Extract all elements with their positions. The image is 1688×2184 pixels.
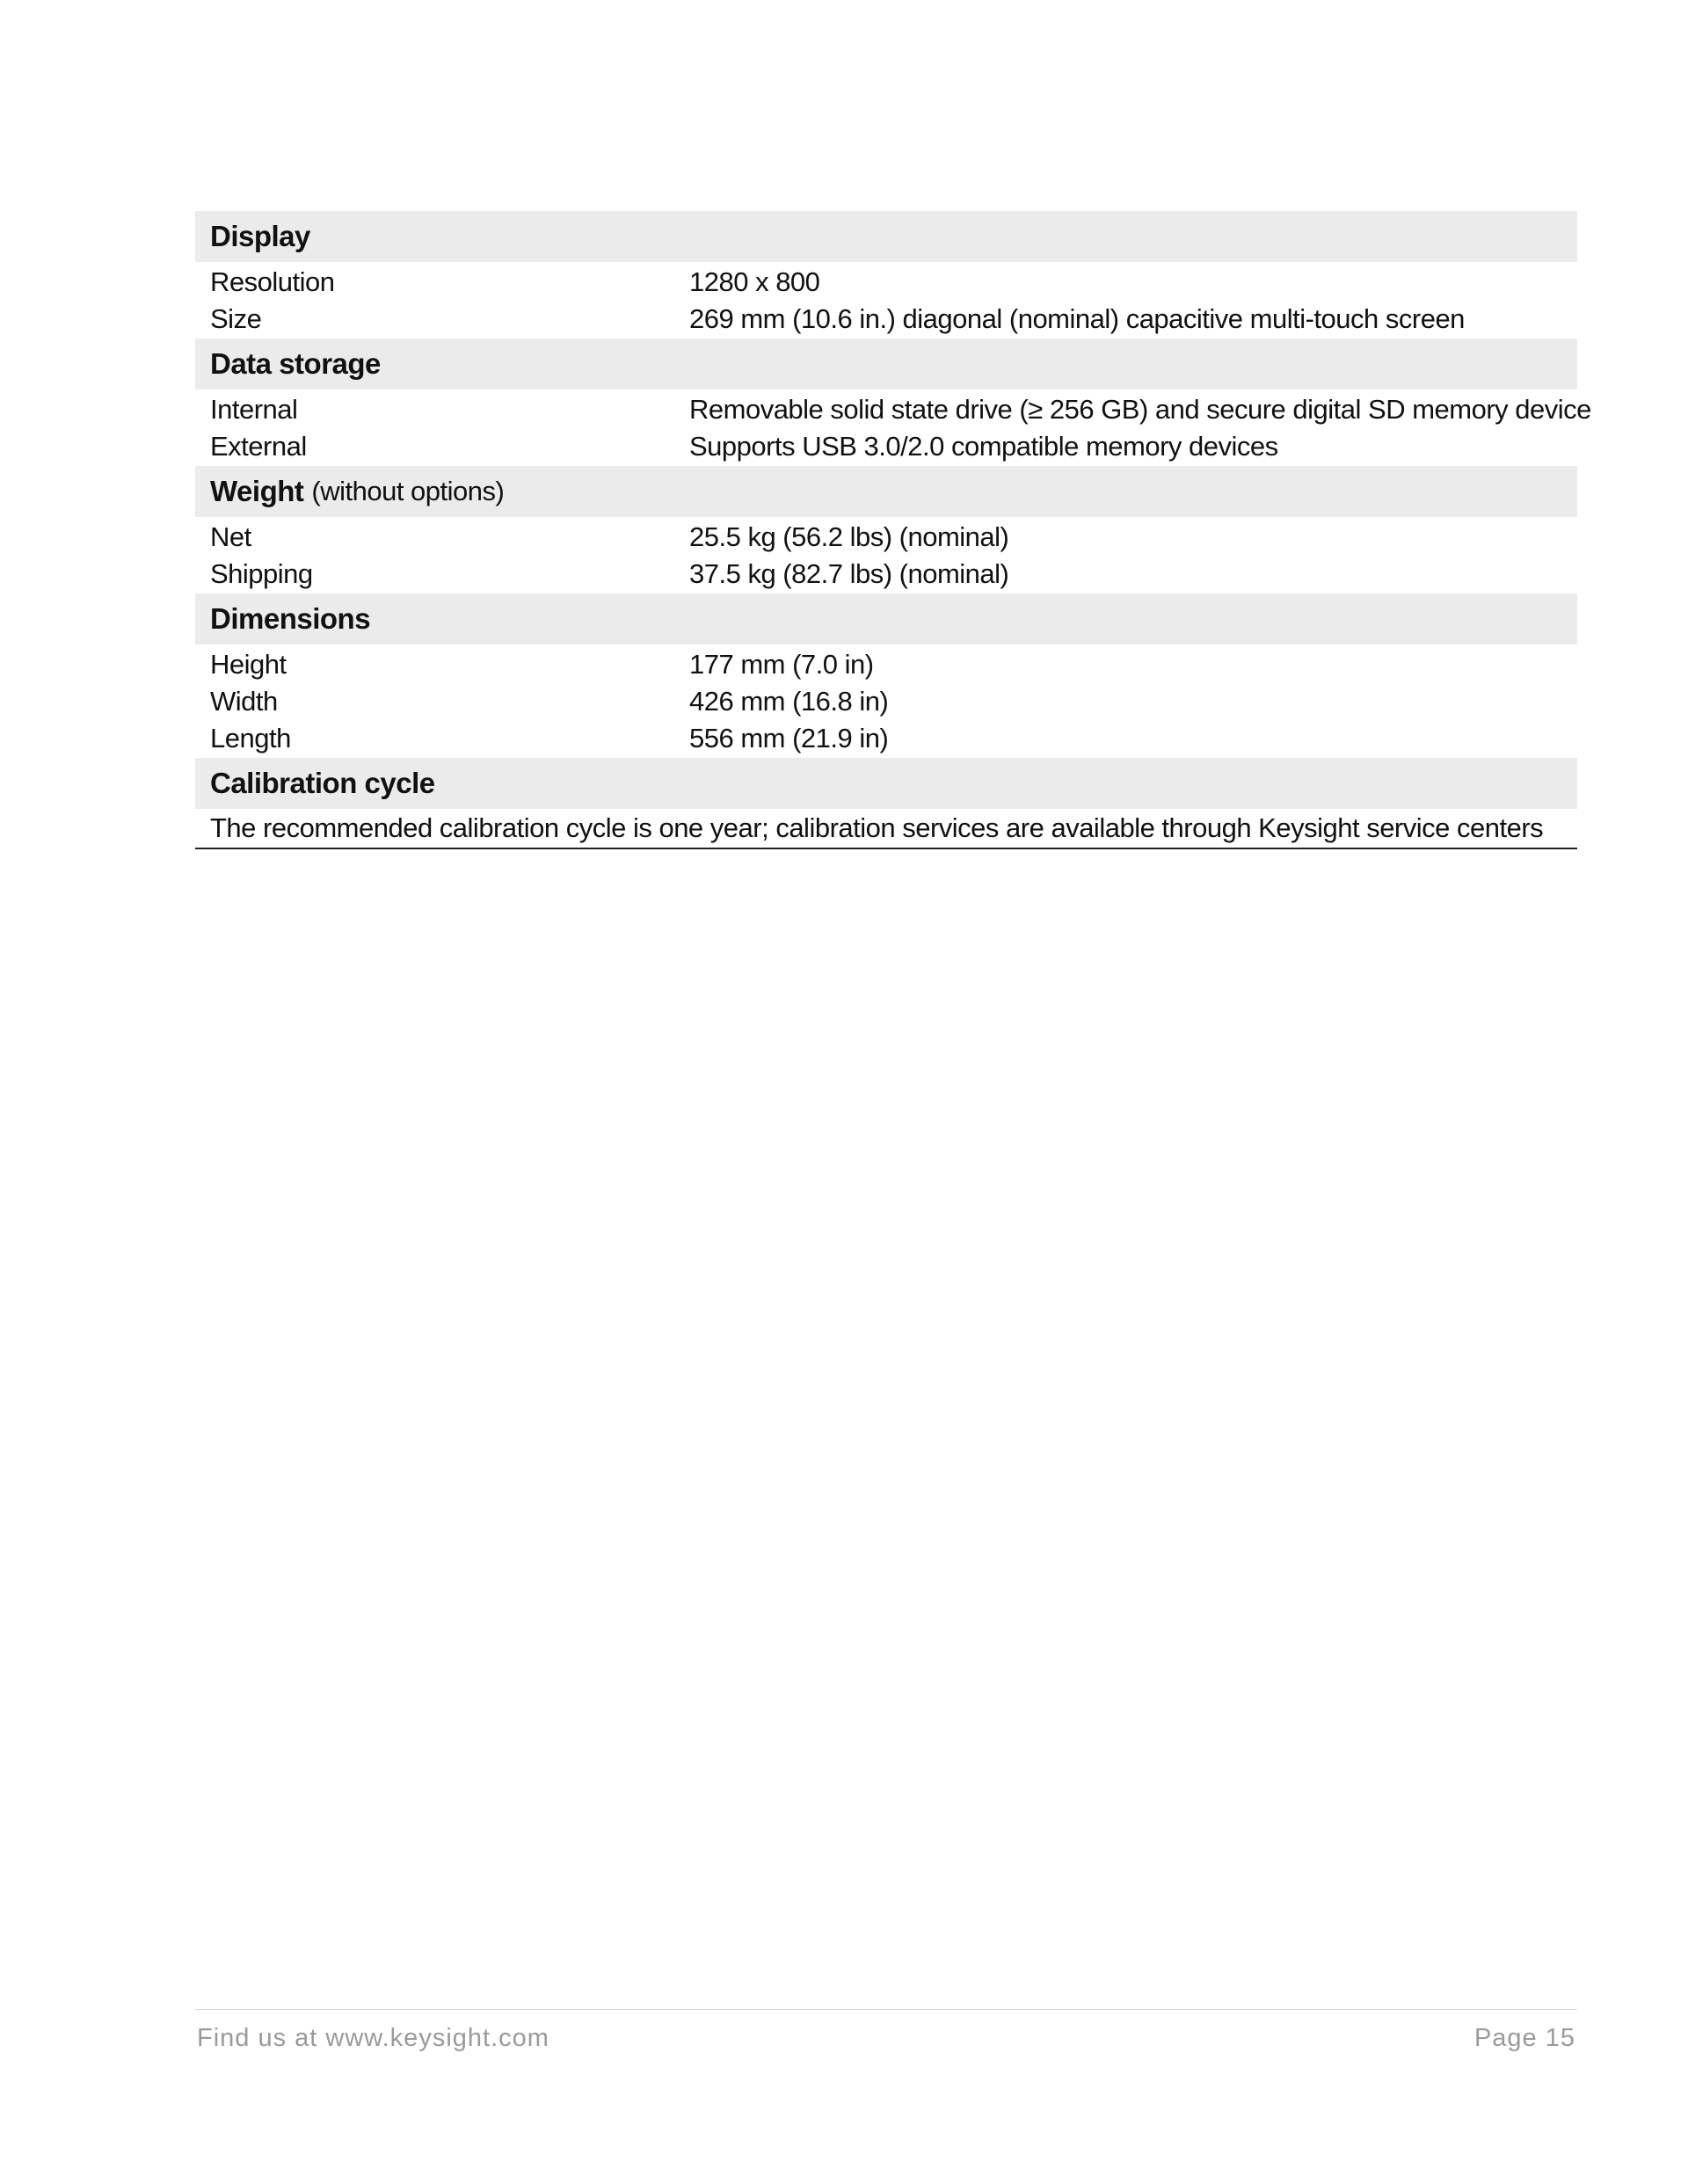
section-title: Calibration cycle (210, 767, 435, 799)
footer-website: Find us at www.keysight.com (197, 2024, 549, 2052)
calibration-text: The recommended calibration cycle is one year; calibration services are available through Keysight service centers (210, 812, 1544, 843)
row-value: Supports USB 3.0/2.0 compatible memory devices (689, 431, 1278, 462)
section-header-calibration-cycle (195, 758, 1577, 809)
section-header-display (195, 211, 1577, 262)
section-title: Data storage (210, 347, 381, 380)
row-value: 556 mm (21.9 in) (689, 723, 889, 753)
row-label: Shipping (210, 558, 313, 589)
footer-page-number: Page 15 (1473, 2024, 1575, 2052)
row-value: 177 mm (7.0 in) (689, 649, 874, 680)
table-row (195, 556, 1577, 593)
section-note: (without options) (311, 476, 505, 506)
section-rows-display (195, 262, 1577, 339)
table-row (195, 264, 1577, 301)
table-row (195, 391, 1591, 428)
row-value: 1280 x 800 (689, 266, 820, 297)
section-rows-dimensions (195, 644, 1577, 758)
row-value: 37.5 kg (82.7 lbs) (nominal) (689, 558, 1009, 589)
table-row (195, 646, 1577, 683)
table-row (195, 683, 1577, 720)
row-label: Width (210, 686, 278, 717)
section-title: Display (210, 220, 310, 252)
section-header-data-storage (195, 339, 1577, 389)
row-label: Size (210, 303, 262, 334)
row-label: Net (210, 521, 251, 552)
row-value: Removable solid state drive (≥ 256 GB) and secure digital SD memory device (689, 394, 1591, 425)
row-label: External (210, 431, 307, 462)
footer-divider (195, 2009, 1577, 2010)
section-rows-data-storage (195, 389, 1591, 466)
row-value: 426 mm (16.8 in) (689, 686, 889, 717)
section-title: Dimensions (210, 602, 371, 635)
section-title: Weight (210, 475, 304, 507)
row-label: Height (210, 649, 287, 680)
section-header-weight (195, 466, 1577, 517)
section-header-dimensions (195, 593, 1577, 644)
row-value: 269 mm (10.6 in.) diagonal (nominal) capacitive multi-touch screen (689, 303, 1465, 334)
row-label: Resolution (210, 266, 335, 297)
table-row (195, 720, 1577, 757)
row-label: Length (210, 723, 291, 753)
spec-table (195, 211, 1591, 849)
row-label: Internal (210, 394, 298, 425)
table-row (195, 301, 1577, 338)
table-row (195, 519, 1577, 556)
row-value: 25.5 kg (56.2 lbs) (nominal) (689, 521, 1009, 552)
section-rows-weight (195, 517, 1577, 593)
table-row (195, 428, 1577, 465)
